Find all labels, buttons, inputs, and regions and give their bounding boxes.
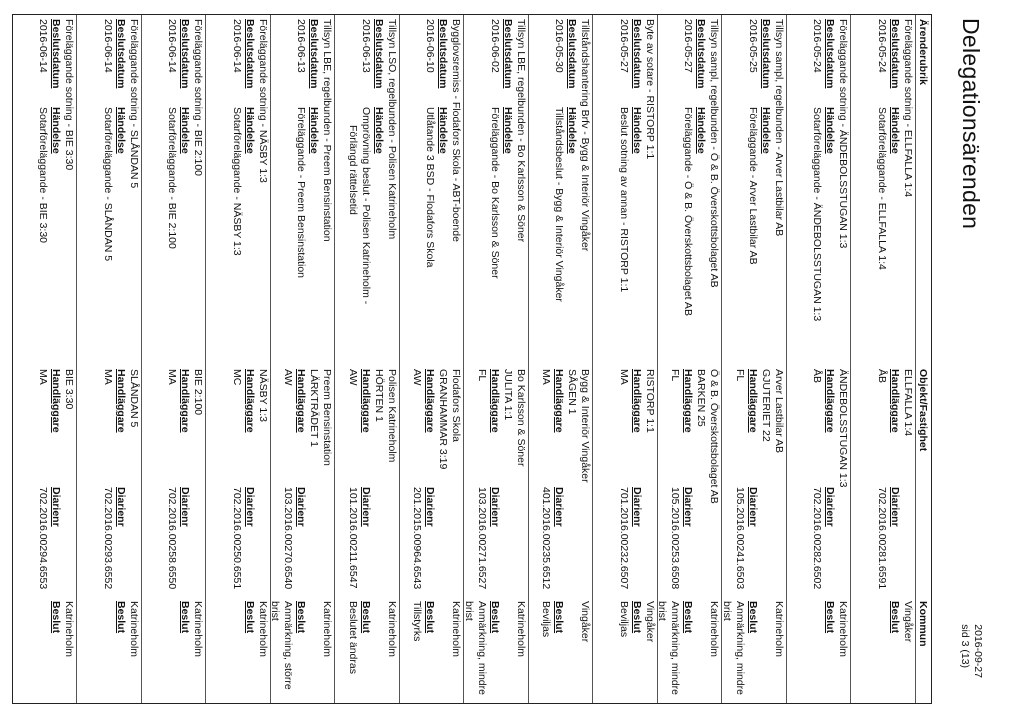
- decision-date: 2016-05-25: [747, 19, 759, 73]
- label-handelse: Händelse: [115, 107, 127, 154]
- registration-number: 702.2016.00293.6552: [102, 487, 114, 590]
- case-officer: FL: [476, 369, 488, 382]
- decision: Beslutet ändras: [347, 601, 359, 674]
- municipality: Katrineholm: [321, 601, 334, 658]
- municipality: Katrineholm: [515, 601, 527, 658]
- column-header-arenderubrik: Ärenderubrik: [917, 19, 929, 85]
- object-line: LÄRKTRÄDET 1: [308, 369, 321, 447]
- label-handelse: Händelse: [631, 107, 643, 154]
- section-divider: [335, 15, 336, 703]
- case-title: Byte av sotare - RISTORP 1:1: [644, 19, 656, 160]
- label-beslutsdatum: Beslutsdatum: [244, 19, 256, 89]
- event-line: Föreläggande - Arver Lastbilar AB: [747, 107, 759, 265]
- label-handelse: Händelse: [566, 107, 579, 154]
- label-diarienr: Diarienr: [115, 487, 127, 527]
- municipality: Katrineholm: [450, 601, 463, 658]
- event-line: Beslut sotning av annan - RISTORP 1:1: [618, 107, 630, 293]
- case-section: [398, 19, 463, 703]
- registration-number: 201.2015.00964.6543: [411, 487, 424, 590]
- label-handelse: Händelse: [695, 107, 708, 154]
- label-beslut: Beslut: [553, 601, 566, 634]
- case-section: [140, 19, 205, 703]
- label-handlaggare: Handläggare: [179, 369, 192, 433]
- object-line: GRANHAMMAR 3:19: [437, 369, 450, 470]
- label-handelse: Händelse: [889, 107, 901, 154]
- label-beslut: Beslut: [50, 601, 63, 634]
- municipality: Vingåker: [644, 601, 656, 643]
- section-divider: [77, 15, 78, 703]
- decision: Beviljas: [540, 601, 553, 638]
- label-diarienr: Diarienr: [489, 487, 501, 527]
- label-diarienr: Diarienr: [682, 487, 695, 527]
- label-diarienr: Diarienr: [295, 487, 308, 527]
- object-line: Bygg & Interiör Vingåker: [579, 369, 592, 483]
- page-meta: [958, 624, 984, 678]
- label-beslutsdatum: Beslutsdatum: [50, 19, 63, 89]
- label-beslut: Beslut: [244, 601, 256, 634]
- page-number: sid 3 (13): [959, 624, 971, 669]
- case-title: Föreläggande sotning - BIE 2:100: [192, 19, 205, 177]
- label-diarienr: Diarienr: [553, 487, 566, 527]
- case-officer: MA: [102, 369, 114, 385]
- object-line: GJUTERIET 22: [760, 369, 772, 442]
- object-line: SLÅNDAN 5: [128, 369, 140, 428]
- section-divider: [270, 15, 271, 703]
- object-line: BIE 3:30: [63, 369, 76, 410]
- municipality: Katrineholm: [192, 601, 205, 658]
- decision-date: 2016-05-24: [876, 19, 888, 73]
- label-handelse: Händelse: [760, 107, 772, 154]
- event-line: Sotarföreläggande - ÄNDEBOLSSTUGAN 1:3: [811, 107, 824, 322]
- label-handlaggare: Handläggare: [115, 369, 127, 433]
- label-beslut: Beslut: [295, 601, 308, 634]
- label-handlaggare: Handläggare: [553, 369, 566, 433]
- decision-date: 2016-05-24: [811, 19, 824, 73]
- case-officer: FL: [734, 369, 746, 382]
- case-title: Föreläggande sotning - BIE 3:30: [63, 19, 76, 171]
- case-officer: MA: [540, 369, 553, 385]
- case-officer: MC: [231, 369, 243, 386]
- object-line: NÄSBY 1:3: [257, 369, 269, 422]
- object-line: Preem Bensinstation: [321, 369, 334, 466]
- label-handlaggare: Handläggare: [489, 369, 501, 433]
- label-diarienr: Diarienr: [824, 487, 837, 527]
- registration-number: 401.2016.00235.6512: [540, 487, 553, 590]
- section-divider: [593, 15, 594, 703]
- municipality: Katrineholm: [837, 601, 850, 658]
- municipality: Katrineholm: [257, 601, 269, 658]
- case-title: Föreläggande sotning - ÄNDEBOLSSTUGAN 1:3: [837, 19, 850, 249]
- label-handlaggare: Handläggare: [424, 369, 437, 433]
- case-officer: FL: [669, 369, 682, 382]
- case-section: [463, 19, 528, 703]
- registration-number: 702.2016.00258.6550: [166, 487, 179, 590]
- municipality: Katrineholm: [773, 601, 785, 658]
- label-handlaggare: Handläggare: [360, 369, 372, 433]
- event-line: Föreläggande - Ö & B. Överskottsbolaget AB: [682, 107, 695, 316]
- case-title: Tillsyn LBE, regelbunden - Bo Karlsson & Söner: [515, 19, 527, 243]
- case-title: Tillståndshantering Brfv - Bygg & Interiör Vingåker: [579, 19, 592, 252]
- label-beslutsdatum: Beslutsdatum: [179, 19, 192, 89]
- event-line: Sotarföreläggande - ELLFALLA 1:4: [876, 107, 888, 270]
- label-handelse: Händelse: [244, 107, 256, 154]
- case-section: [269, 19, 334, 703]
- registration-number: 702.2016.00282.6502: [811, 487, 824, 590]
- label-beslut: Beslut: [747, 601, 759, 634]
- municipality: Katrineholm: [386, 601, 398, 658]
- case-section: [656, 19, 721, 703]
- case-officer: MA: [618, 369, 630, 385]
- label-beslut: Beslut: [115, 601, 127, 634]
- registration-number: 101.2016.00211.6547: [347, 487, 359, 589]
- label-beslut: Beslut: [424, 601, 437, 634]
- case-section: [11, 19, 76, 703]
- object-line: Arver Lastbilar AB: [773, 369, 785, 454]
- case-section: [721, 19, 786, 703]
- decision-date: 2016-06-13: [295, 19, 308, 73]
- decision-date: 2016-06-14: [102, 19, 114, 73]
- event-line: Tillståndsbeslut - Bygg & Interiör Vingåker: [553, 107, 566, 302]
- label-beslutsdatum: Beslutsdatum: [889, 19, 901, 89]
- case-title: Bygglovsremiss - Flodafors Skola - ABT-boende: [450, 19, 463, 242]
- event-line: Utlåtande 3 BSD - Flodafors Skola: [424, 107, 437, 268]
- label-handelse: Händelse: [50, 107, 63, 154]
- decision: Beviljas: [618, 601, 630, 638]
- case-officer: ÅB: [876, 369, 888, 384]
- label-handlaggare: Handläggare: [631, 369, 643, 433]
- case-section: [205, 19, 270, 703]
- decision-date: 2016-05-27: [618, 19, 630, 73]
- decision-date: 2016-06-02: [489, 19, 501, 73]
- label-diarienr: Diarienr: [50, 487, 63, 527]
- object-line: ELLFALLA 1:4: [902, 369, 914, 437]
- section-divider: [399, 15, 400, 703]
- case-section: [850, 19, 915, 703]
- case-title: Tillsyn LBE, regelbunden - Preem Bensinstation: [321, 19, 334, 242]
- label-handelse: Händelse: [179, 107, 192, 154]
- cases-table: [12, 14, 932, 704]
- label-beslutsdatum: Beslutsdatum: [308, 19, 321, 89]
- label-beslutsdatum: Beslutsdatum: [437, 19, 450, 89]
- municipality: Katrineholm: [63, 601, 76, 658]
- label-beslutsdatum: Beslutsdatum: [760, 19, 772, 89]
- case-title: Tillsyn LSO, regelbunden - Polisen Katrineholm: [386, 19, 398, 240]
- label-beslut: Beslut: [489, 601, 501, 634]
- label-diarienr: Diarienr: [179, 487, 192, 527]
- decision-date: 2016-06-14: [37, 19, 50, 73]
- label-handlaggare: Handläggare: [50, 369, 63, 433]
- decision-date: 2016-06-13: [360, 19, 372, 73]
- page-title: Delegationsärenden: [958, 18, 984, 230]
- event-line: Omprövning beslut - Polisen Katrineholm -: [360, 107, 372, 305]
- event-line: Förlängd rättelsetid: [347, 125, 359, 215]
- case-officer: AW: [282, 369, 295, 386]
- registration-number: 701.2016.00232.6507: [618, 487, 630, 590]
- label-handlaggare: Handläggare: [295, 369, 308, 433]
- case-section: [76, 19, 141, 703]
- section-divider: [915, 15, 916, 703]
- registration-number: 103.2016.00270.6540: [282, 487, 295, 590]
- label-handlaggare: Handläggare: [824, 369, 837, 433]
- decision-date: 2016-06-14: [166, 19, 179, 73]
- registration-number: 702.2016.00281.6591: [876, 487, 888, 590]
- decision: Anmärkning, mindre brist: [656, 601, 682, 695]
- decision-date: 2016-06-14: [231, 19, 243, 73]
- registration-number: 105.2016.00253.6508: [669, 487, 682, 590]
- object-line: ÄNDEBOLSSTUGAN 1:3: [837, 369, 850, 488]
- event-line: Föreläggande - Bo Karlsson & Söner: [489, 107, 501, 279]
- registration-number: 103.2016.00271.6527: [476, 487, 488, 590]
- event-line: Sotarföreläggande - SLÅNDAN 5: [102, 107, 114, 262]
- label-beslutsdatum: Beslutsdatum: [115, 19, 127, 89]
- section-divider: [786, 15, 787, 703]
- object-line: Flodafors Skola: [450, 369, 463, 442]
- case-officer: MA: [166, 369, 179, 385]
- event-line: Sotarföreläggande - NÄSBY 1:3: [231, 107, 243, 256]
- case-section: [334, 19, 399, 703]
- registration-number: 105.2016.00241.6503: [734, 487, 746, 590]
- label-beslut: Beslut: [360, 601, 372, 634]
- object-line: BIE 2:100: [192, 369, 205, 416]
- label-beslutsdatum: Beslutsdatum: [566, 19, 579, 89]
- case-officer: AW: [347, 369, 359, 386]
- label-handlaggare: Handläggare: [889, 369, 901, 433]
- label-beslutsdatum: Beslutsdatum: [373, 19, 385, 89]
- section-divider: [206, 15, 207, 703]
- decision-date: 2016-05-27: [682, 19, 695, 73]
- label-diarienr: Diarienr: [424, 487, 437, 527]
- label-diarienr: Diarienr: [631, 487, 643, 527]
- case-title: Föreläggande sotning - ELLFALLA 1:4: [902, 19, 914, 198]
- label-handlaggare: Handläggare: [747, 369, 759, 433]
- document-date: 2016-09-27: [972, 624, 984, 678]
- label-handelse: Händelse: [437, 107, 450, 154]
- object-line: Bo Karlsson & Söner: [515, 369, 527, 467]
- case-officer: AW: [411, 369, 424, 386]
- label-diarienr: Diarienr: [360, 487, 372, 527]
- label-handelse: Händelse: [308, 107, 321, 154]
- label-beslutsdatum: Beslutsdatum: [631, 19, 643, 89]
- registration-number: 702.2016.00250.6551: [231, 487, 243, 590]
- label-beslut: Beslut: [631, 601, 643, 634]
- event-line: Sotarföreläggande - BIE 2:100: [166, 107, 179, 249]
- label-beslutsdatum: Beslutsdatum: [502, 19, 514, 89]
- label-handelse: Händelse: [502, 107, 514, 154]
- label-handelse: Händelse: [824, 107, 837, 154]
- label-beslut: Beslut: [889, 601, 901, 634]
- label-handelse: Händelse: [373, 107, 385, 154]
- case-section: [592, 19, 657, 703]
- case-officer: ÅB: [811, 369, 824, 384]
- event-line: Sotarföreläggande - BIE 3:30: [37, 107, 50, 244]
- object-line: BARKEN 25: [695, 369, 708, 427]
- label-handlaggare: Handläggare: [244, 369, 256, 433]
- label-diarienr: Diarienr: [244, 487, 256, 527]
- label-beslutsdatum: Beslutsdatum: [824, 19, 837, 89]
- decision: Tillstyrks: [411, 601, 424, 642]
- label-beslutsdatum: Beslutsdatum: [695, 19, 708, 89]
- section-divider: [722, 15, 723, 703]
- object-line: Polisen Katrineholm: [386, 369, 398, 463]
- object-line: HÖRTEN 1: [373, 369, 385, 422]
- case-title: Föreläggande sotning - NÄSBY 1:3: [257, 19, 269, 183]
- municipality: Vingåker: [579, 601, 592, 643]
- label-beslut: Beslut: [682, 601, 695, 634]
- column-header-objekt: Objekt/Fastighet: [917, 369, 929, 452]
- section-divider: [657, 15, 658, 703]
- case-title: Tillsyn sampl, regelbunden - Arver Lastbilar AB: [773, 19, 785, 237]
- decision: Anmärkning, mindre brist: [721, 601, 746, 695]
- decision: Anmärkning, mindre brist: [463, 601, 488, 695]
- decision: Anmärkning, större brist: [269, 601, 295, 690]
- case-title: Föreläggande sotning - SLÅNDAN 5: [128, 19, 140, 189]
- column-header-kommun: Kommun: [917, 601, 929, 647]
- municipality: Vingåker: [902, 601, 914, 643]
- label-beslut: Beslut: [824, 601, 837, 634]
- object-line: JULITA 1:1: [502, 369, 514, 421]
- label-beslut: Beslut: [179, 601, 192, 634]
- case-section: [527, 19, 592, 703]
- object-line: RISTORP 1:1: [644, 369, 656, 433]
- section-divider: [528, 15, 529, 703]
- decision-date: 2016-05-30: [553, 19, 566, 73]
- label-diarienr: Diarienr: [889, 487, 901, 527]
- object-line: Ö & B. Överskottsbolaget AB: [708, 369, 721, 504]
- municipality: Katrineholm: [128, 601, 140, 658]
- object-line: SÅGEN 1: [566, 369, 579, 415]
- registration-number: 702.2016.00294.6553: [37, 487, 50, 590]
- label-diarienr: Diarienr: [747, 487, 759, 527]
- section-divider: [141, 15, 142, 703]
- label-handlaggare: Handläggare: [682, 369, 695, 433]
- section-divider: [851, 15, 852, 703]
- event-line: Föreläggande - Preem Bensinstation: [295, 107, 308, 279]
- municipality: Katrineholm: [708, 601, 721, 658]
- section-divider: [464, 15, 465, 703]
- decision-date: 2016-06-10: [424, 19, 437, 73]
- case-officer: MA: [37, 369, 50, 385]
- case-section: [785, 19, 850, 703]
- case-title: Tillsyn sampl, regelbunden - Ö & B. Överskottsbolaget AB: [708, 19, 721, 288]
